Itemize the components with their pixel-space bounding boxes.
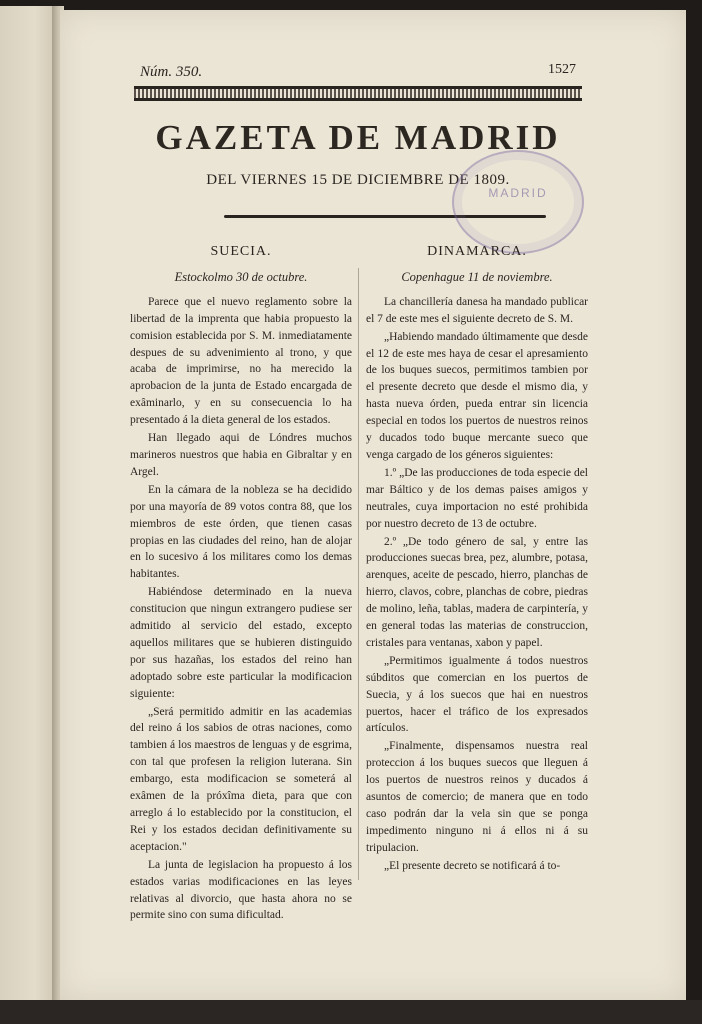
issue-date: DEL VIERNES 15 DE DICIEMBRE DE 1809. xyxy=(206,172,510,188)
article-paragraph: Habiéndose determinado en la nueva constitucion que ningun extrangero pudiese ser admitido al servicio del estado, excepto aquellos militares que se hubieren distinguido por sus hazañas, los estados del reino han adoptado sobre este particular la modificacion siguiente: xyxy=(130,586,352,700)
article-paragraph: 2.º „De todo género de sal, y entre las producciones suecas brea, pez, alumbre, potasa, arenques, aceite de pescado, hierro, planchas de hierro, clavos, cobre, planchas de cobre, piedras de molino, leña, tablas, madera de carpintería, y en general todas las materias de construccion, cristales para ventanas, xabon y papel. xyxy=(366,535,588,649)
column-sweden xyxy=(130,244,352,924)
stamp-text: MADRID xyxy=(488,186,548,200)
article-paragraph: „Será permitido admitir en las academias del reino á los sabios de otras naciones, como tambien á los maestros de lenguas y de esgrima, con tal que profesen la religion luterana. Sin embargo, esta modificacion se someterá al exâmen de la próxîma dieta, para que con arreglo á lo establecido por la constitucion, el Rei y los estados decidan definitivamente su aceptacion." xyxy=(130,705,352,853)
article-paragraph: Parece que el nuevo reglamento sobre la libertad de la imprenta que habia propuesto la comision establecida por S. M. inmediatamente despues de su advenimiento al trono, y que acaba de imprimirse, no ha merecido la aprobacion de la junta de Estado encargada de exâminarlo, y en su consecuencia lo ha presentado á la dieta general de los estados. xyxy=(130,295,352,427)
article-paragraph: Han llegado aqui de Lóndres muchos marineros nuestros que habia en Gibraltar y en Argel. xyxy=(130,432,352,478)
article-paragraph: La chancillería danesa ha mandado publicar el 7 de este mes el siguiente decreto de S. M. xyxy=(366,295,588,325)
article-paragraph: „Finalmente, dispensamos nuestra real proteccion á los buques suecos que lleguen á los puertos de nuestros reinos y ducados á asuntos de comercio; de manera que en todo caso podrán dar la vela sin que se ponga impedimento ninguno ni á ellos ni á su tripulacion. xyxy=(366,740,588,854)
dateline-copenhagen: Copenhague 11 de noviembre. xyxy=(401,269,553,284)
scan-border-right xyxy=(686,0,702,1024)
masthead-title: GAZETA DE MADRID xyxy=(155,118,561,157)
section-heading-denmark: DINAMARCA. xyxy=(427,244,527,259)
issue-number: Núm. 350. xyxy=(140,64,203,80)
article-paragraph: La junta de legislacion ha propuesto á los estados varias modificaciones en las leyes relativas al divorcio, que hasta ahora no se permite sino con suma dificultad. xyxy=(130,858,352,922)
page-number: 1527 xyxy=(548,62,576,77)
article-paragraph: „El presente decreto se notificará á to- xyxy=(384,859,561,872)
article-paragraph: „Habiendo mandado últimamente que desde el 12 de este mes haya de cesar el apresamiento de los buques suecos, permitimos tambien por el presente decreto que desde el mismo dia, y hasta nueva órden, pueda entrar sin licencia especial en todos los puertos de nuestros reinos y ducados todo buque mercante sueco que venga cargado de los géneros siguientes: xyxy=(366,330,588,461)
scan-border-bottom xyxy=(0,1000,702,1024)
scan-border-top xyxy=(0,0,702,10)
column-divider xyxy=(358,268,359,880)
section-heading-sweden: SUECIA. xyxy=(210,244,272,259)
article-paragraph: „Permitimos igualmente á todos nuestros súbditos que comercian en los puertos de Suecia, y á los suecos que hai en nuestros puertos, hacer el tráfico de los expresados artículos. xyxy=(366,654,588,735)
article-paragraph: En la cámara de la nobleza se ha decidido por una mayoría de 89 votos contra 88, que los miembros de este órden, que tienen casas propias en las ciudades del reino, han de alojar en lo sucesivo á los militares como los demas habitantes. xyxy=(130,483,352,581)
dateline-stockholm: Estockolmo 30 de octubre. xyxy=(174,269,308,284)
facing-page-edge xyxy=(0,6,58,1002)
article-paragraph: 1.º „De las producciones de toda especie del mar Báltico y de los demas paises amigos y neutrales, cuya importacion no esté prohibida por nuestro decreto de 13 de octubre. xyxy=(366,466,588,530)
library-stamp xyxy=(452,150,584,254)
column-denmark xyxy=(366,244,588,875)
header-rule xyxy=(134,86,582,101)
